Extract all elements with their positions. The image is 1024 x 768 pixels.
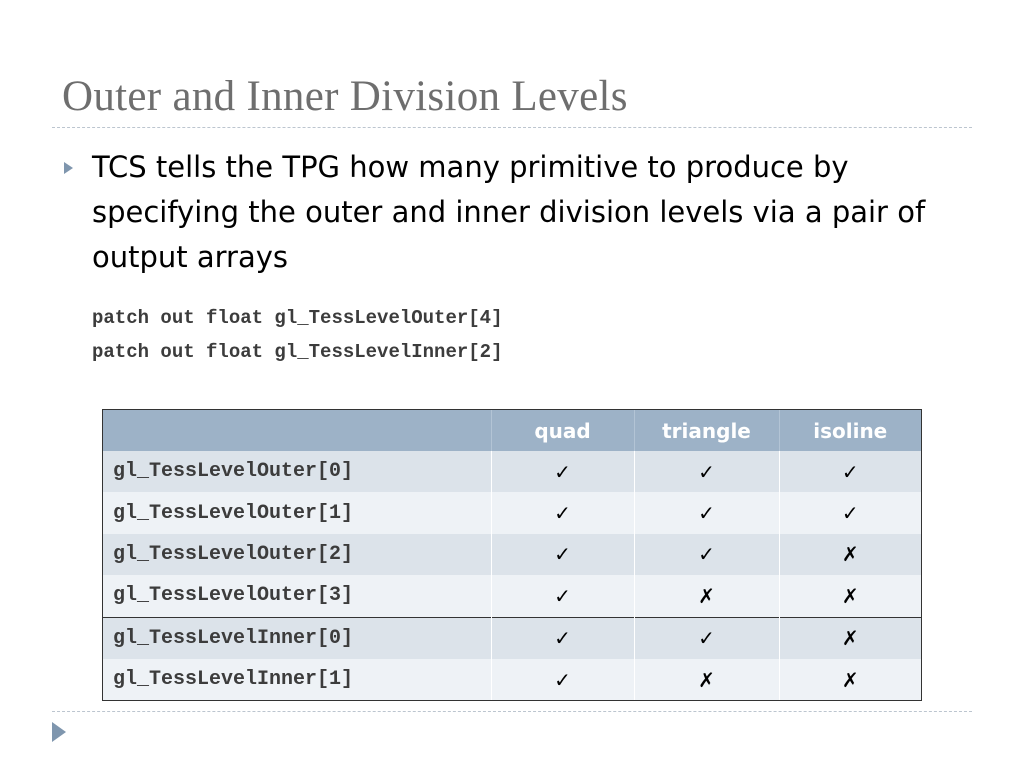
cell-quad: ✓ [491,659,634,700]
cell-quad: ✓ [491,575,634,617]
row-label: gl_TessLevelOuter[3] [103,575,491,617]
slide-title: Outer and Inner Division Levels [62,73,628,120]
header-triangle: triangle [634,410,779,451]
cell-triangle: ✗ [634,659,779,700]
cell-triangle: ✓ [634,451,779,492]
cell-isoline: ✓ [779,492,921,533]
title-divider [52,127,972,128]
code-line-inner: patch out float gl_TessLevelInner[2] [92,341,503,363]
code-line-outer: patch out float gl_TessLevelOuter[4] [92,307,503,329]
cell-quad: ✓ [491,534,634,575]
cell-triangle: ✓ [634,492,779,533]
cell-quad: ✓ [491,451,634,492]
header-quad: quad [491,410,634,451]
row-label: gl_TessLevelOuter[2] [103,534,491,575]
row-label: gl_TessLevelOuter[0] [103,451,491,492]
table-row [103,659,921,700]
bullet-text: TCS tells the TPG how many primitive to produce by specifying the outer and inner division levels via a pair of output arrays [92,150,926,274]
cell-triangle: ✓ [634,534,779,575]
footer-divider [52,711,972,712]
cell-triangle: ✗ [634,575,779,617]
cell-isoline: ✗ [779,659,921,700]
table-row [103,534,921,575]
table-row [103,492,921,533]
table-header-row [103,410,921,451]
header-isoline: isoline [779,410,921,451]
table-row [103,617,921,659]
triangle-arrow-icon [52,722,66,742]
division-levels-table [102,409,922,701]
triangle-bullet-icon [64,162,73,174]
cell-quad: ✓ [491,617,634,659]
cell-isoline: ✗ [779,617,921,659]
cell-isoline: ✗ [779,575,921,617]
table-row [103,451,921,492]
cell-isoline: ✓ [779,451,921,492]
cell-isoline: ✗ [779,534,921,575]
cell-triangle: ✓ [634,617,779,659]
row-label: gl_TessLevelInner[0] [103,617,491,659]
header-empty [103,410,491,451]
cell-quad: ✓ [491,492,634,533]
table-row [103,575,921,617]
row-label: gl_TessLevelOuter[1] [103,492,491,533]
row-label: gl_TessLevelInner[1] [103,659,491,700]
